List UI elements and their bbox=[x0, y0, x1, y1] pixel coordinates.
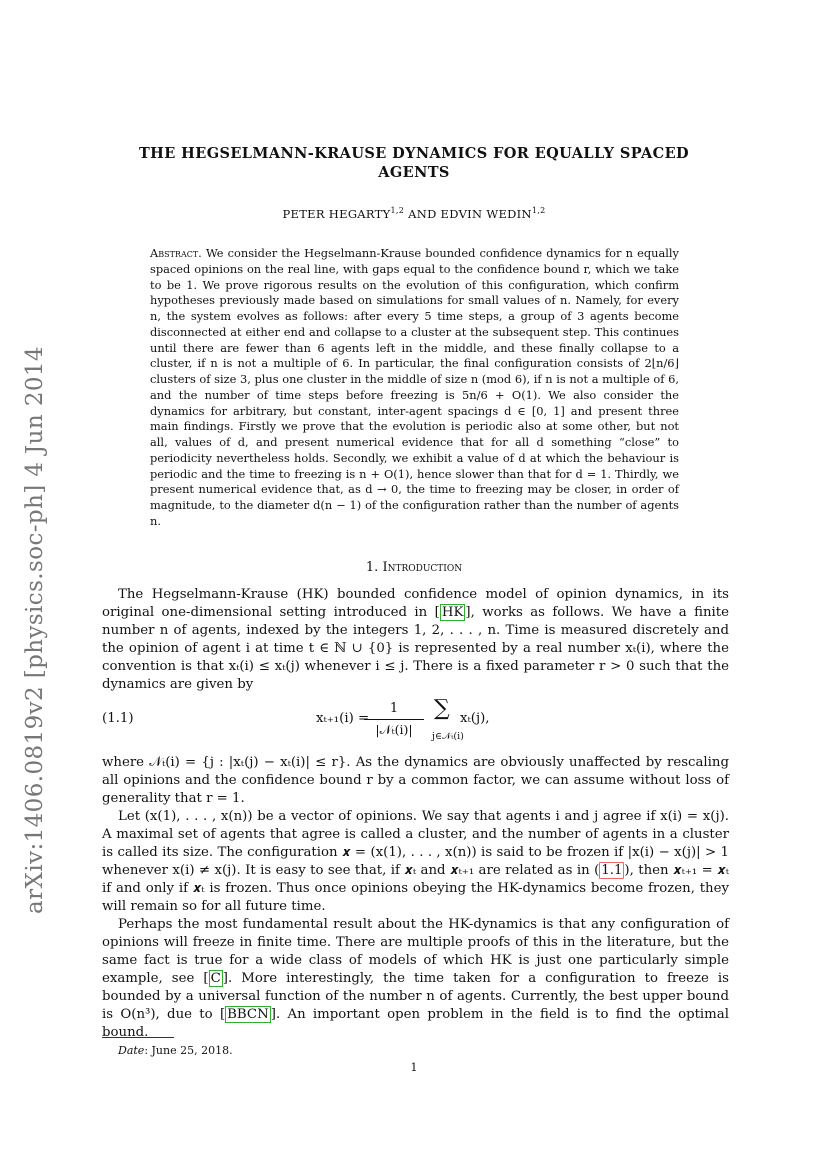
title-line-2: AGENTS bbox=[378, 164, 450, 181]
author-2-affiliation: 1,2 bbox=[531, 206, 546, 215]
abstract bbox=[150, 246, 679, 530]
summation-subscript: j∈𝒩ₜ(i) bbox=[432, 731, 464, 742]
equation-rhs: xₜ(j), bbox=[460, 711, 490, 726]
paragraph-2: where 𝒩ₜ(i) = {j : |xₜ(j) − xₜ(i)| ≤ r}. As the dynamics are obviously unaffected by rescaling all opinions and the confidence bound r by a common factor, we can assume without loss of generality that r = 1. bbox=[102, 755, 729, 806]
author-1-affiliation: 1,2 bbox=[390, 206, 405, 215]
footnote-rule bbox=[102, 1037, 174, 1038]
equation-fraction bbox=[364, 700, 424, 739]
paragraph-3: Let (x(1), . . . , x(n)) be a vector of opinions. We say that agents i and j agree if x(i) = x(j). A maximal set of agents that agree is called a cluster, and the number of agents in a cluster is called its size. The configuration 𝒙 = (x(1), . . . , x(n)) is said to be frozen if |x(i) − x(j)| > 1 whenever x(i) ≠ x(j). It is easy to see that, if 𝒙ₜ and 𝒙ₜ₊₁ are related as in ( 1.1 ), then 𝒙ₜ₊₁ = 𝒙ₜ if and only if 𝒙ₜ is frozen. Thus once opinions obeying the HK-dynamics become frozen, they will remain so for all future time. bbox=[102, 809, 729, 914]
footnote-text: : June 25, 2018. bbox=[144, 1044, 233, 1057]
page-number: 1 bbox=[410, 1061, 418, 1074]
paragraph-4: Perhaps the most fundamental result about the HK-dynamics is that any configuration of opinions will freeze in finite time. There are multiple proofs of this in the literature, but the same fact is true for a wide class of models of which HK is just one particularly simple example, see [ C ]. More interestingly, the time taken for a configuration to freeze is bounded by a universal function of the number n of agents. Currently, the best upper bound is O(n³), due to [ BBCN ]. An important open problem in the field is to find the optimal bound. bbox=[102, 917, 729, 1040]
fraction-numerator: 1 bbox=[389, 701, 399, 716]
footnote-label: Date bbox=[118, 1044, 145, 1057]
abstract-label: Abstract. bbox=[150, 246, 202, 260]
citation-c[interactable]: C bbox=[210, 971, 221, 986]
equation-1-1 bbox=[102, 698, 729, 750]
footnote bbox=[118, 1044, 233, 1057]
fraction-bar bbox=[364, 719, 424, 720]
equation-body bbox=[316, 698, 576, 748]
section-title: Introduction bbox=[382, 560, 463, 575]
paper-title bbox=[100, 144, 728, 182]
citation-bbcn[interactable]: BBCN bbox=[227, 1007, 269, 1022]
abstract-text: We consider the Hegselmann-Krause bounded confidence dynamics for n equally spaced opinions on the real line, with gaps equal to the confidence bound r, which we take to be 1. We prove rigorous results on the evolution of this configuration, which confirm hypotheses previously made based on simulations for small values of n. Namely, for every n, the system evolves as follows: after every 5 time steps, a group of 3 agents become disconnected at either end and collapse to a cluster at the subsequent step. This continues until there are fewer than 6 agents left in the middle, and these finally collapse to a cluster, if n is not a multiple of 6. In particular, the final configuration consists of 2⌊n/6⌋ clusters of size 3, plus one cluster in the middle of size n (mod 6), if n is not a multiple of 6, and the number of time steps before freezing is 5n/6 + O(1). We also consider the dynamics for arbitrary, but constant, inter-agent spacings d ∈ [0, 1] and present three main findings. Firstly we prove that the evolution is periodic also at some other, but not all, values of d, and present numerical evidence that for all d something “close” to periodicity nevertheless holds. Secondly, we exhibit a value of d at which the behaviour is periodic and the time to freezing is n + O(1), hence slower than that for d = 1. Thirdly, we present numerical evidence that, as d → 0, the time to freezing may be closer, in order of magnitude, to the diameter d(n − 1) of the configuration rather than the number of agents n. bbox=[150, 246, 679, 528]
citation-hk[interactable]: HK bbox=[441, 605, 464, 620]
authors bbox=[100, 206, 728, 221]
body-text bbox=[102, 586, 729, 1042]
arxiv-sidebar bbox=[10, 340, 60, 920]
equation-lhs: xₜ₊₁(i) = bbox=[316, 711, 370, 726]
equation-reference[interactable]: 1.1 bbox=[601, 863, 623, 878]
arxiv-identifier: arXiv:1406.0819v2 [physics.soc-ph] 4 Jun 2014 bbox=[22, 346, 48, 914]
equation-number: (1.1) bbox=[102, 711, 134, 726]
title-line-1: THE HEGSELMANN-KRAUSE DYNAMICS FOR EQUALLY SPACED bbox=[138, 145, 690, 162]
author-1: PETER HEGARTY bbox=[282, 206, 391, 221]
author-conjunction: AND EDVIN WEDIN bbox=[404, 206, 532, 221]
summation-symbol: ∑ bbox=[434, 696, 450, 721]
fraction-denominator: |𝒩ₜ(i)| bbox=[375, 722, 413, 737]
section-heading bbox=[100, 560, 728, 575]
paragraph-1: The Hegselmann-Krause (HK) bounded confidence model of opinion dynamics, in its original one-dimensional setting introduced in [ HK ], works as follows. We have a finite number n of agents, indexed by the integers 1, 2, . . . , n. Time is measured discretely and the opinion of agent i at time t ∈ ℕ ∪ {0} is represented by a real number xₜ(i), where the convention is that xₜ(i) ≤ xₜ(j) whenever i ≤ j. There is a fixed parameter r > 0 such that the dynamics are given by bbox=[102, 587, 729, 692]
section-number: 1. bbox=[365, 560, 379, 575]
